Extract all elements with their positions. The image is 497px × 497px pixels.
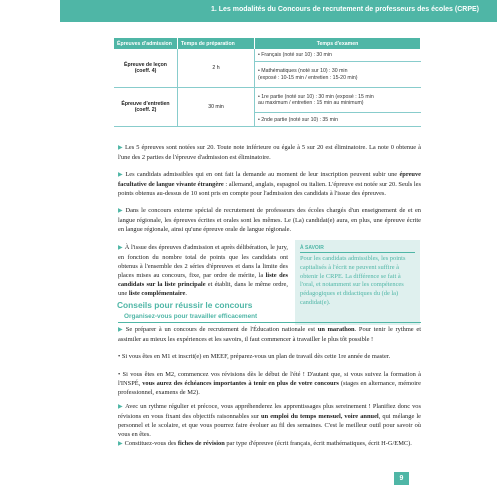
- paragraph-m1: • Si vous êtes en M1 et inscrit(e) en MEEF, préparez-vous un plan de travail dès cette 1re année de master.: [118, 353, 391, 360]
- chapter-header: [0, 0, 497, 22]
- chapter-title: 1. Les modalités du Concours de recrutement de professeurs des écoles (CRPE): [210, 6, 479, 13]
- arrow-icon: ▶: [118, 327, 124, 333]
- arrow-icon: ▶: [118, 145, 124, 151]
- arrow-icon: ▶: [118, 404, 124, 410]
- table-header-row: [114, 38, 421, 49]
- cell-epreuve: Épreuve d'entretien (coeff. 2): [114, 88, 178, 127]
- cell-temps: 30 min: [178, 88, 255, 127]
- paragraph-scoring: ▶ Les 5 épreuves sont notées sur 20. Toute note inférieure ou égale à 5 sur 20 est éliminatoire. La note 0 obtenue à l'une des 2 parties de l'épreuve d'admission est éliminatoire.: [118, 144, 421, 161]
- page-number: 9: [394, 472, 409, 485]
- cell-temps: 2 h: [178, 49, 255, 88]
- a-savoir-box: [295, 240, 420, 325]
- paragraph-marathon: ▶ Se préparer à un concours de recrutement de l'Éducation nationale est un marathon. Pour tenir le rythme et assimiler au mieux les expériences et les savoirs, il faut commencer à travailler le plus tôt possible !: [118, 326, 421, 343]
- a-savoir-text: Pour les candidats admissibles, les points capitalisés à l'écrit ne peuvent suffire à obtenir le CRPE. La différence se fait à l'oral, et notamment sur les compétences pédagogiques et didactiques du (de la) candidat(e).: [300, 255, 406, 306]
- cell-examen: • Mathématiques (noté sur 10) : 30 min (exposé : 10-15 min / entretien : 15-20 min): [255, 62, 421, 88]
- a-savoir-label: À SAVOIR: [300, 245, 324, 251]
- cell-examen: • 2nde partie (noté sur 10) : 35 min: [255, 113, 421, 127]
- exam-table: [114, 38, 421, 127]
- col-header-epreuve: Épreuves d'admission: [114, 38, 178, 49]
- cell-examen: • 1re partie (noté sur 10) : 30 min (exposé : 15 min au maximum / entretien : 15 min au minimum): [255, 88, 421, 113]
- paragraph-regional: ▶ Dans le concours externe spécial de recrutement de professeurs des écoles chargés d'un enseignement de et en langue régionale, les épreuves écrites et orales sont les mêmes. Le (La) candidat(e) aura, en plus, une épreuve écrite en langue régionale, ainsi qu'une épreuve orale de langue régionale.: [118, 207, 421, 233]
- arrow-icon: ▶: [118, 172, 124, 178]
- table-row: [114, 49, 421, 62]
- col-header-examen: Temps d'examen: [255, 38, 421, 49]
- table-row: [114, 88, 421, 113]
- cell-examen: • Français (noté sur 10) : 30 min: [255, 49, 421, 62]
- section-title: Conseils pour réussir le concours: [117, 300, 253, 310]
- cell-epreuve: Épreuve de leçon (coeff. 4): [114, 49, 178, 88]
- arrow-icon: ▶: [118, 441, 123, 447]
- arrow-icon: ▶: [118, 245, 123, 251]
- paragraph-fiches: ▶ Constituez-vous des fiches de révision par type d'épreuve (écrit français, écrit mathématiques, écrit H-G/EMC).: [118, 440, 412, 447]
- arrow-icon: ▶: [118, 208, 124, 214]
- paragraph-langue: ▶ Les candidats admissibles qui en ont fait la demande au moment de leur inscription peuvent subir une épreuve facultative de langue vivante étrangère : allemand, anglais, espagnol ou italien. L'épreuve est notée sur 20. Seuls les points obtenus au-dessus de 10 sont pris en compte pour l'admission des candidats à l'issue des épreuves.: [118, 171, 421, 197]
- section-subtitle: Organisez-vous pour travailler efficacement: [124, 313, 258, 320]
- paragraph-m2: • Si vous êtes en M2, commencez vos révisions dès le début de l'été ! D'autant que, si vous suivez la formation à l'INSPÉ, vous aurez des échéances importantes à tenir en plus de votre concours (stages en alternance, mémoire professionnel, examens de M2).: [118, 371, 421, 396]
- paragraph-rythme: ▶ Avec un rythme régulier et précoce, vous appréhenderez les apprentissages plus sereinement ! Planifiez donc vos révisions en vous fixant des objectifs raisonnables sur un emploi du temps mensuel, voire annuel, qui mélange le personnel et le scolaire, et que vous pourrez faire évoluer au fil des semaines. C'est le meilleur outil pour savoir où vous en êtes.: [118, 403, 421, 438]
- subtitle-rule: [118, 322, 421, 323]
- paragraph-jury: ▶ À l'issue des épreuves d'admission et après délibération, le jury, en fonction du nombre total de points que les candidats ont obtenus à l'ensemble des 2 séries d'épreuves et dans la limite des places mises au concours, fixe, par ordre de mérite, la liste des candidats sur la liste principale et établit, dans le même ordre, une liste complémentaire.: [118, 244, 288, 297]
- col-header-preparation: Temps de préparation: [178, 38, 255, 49]
